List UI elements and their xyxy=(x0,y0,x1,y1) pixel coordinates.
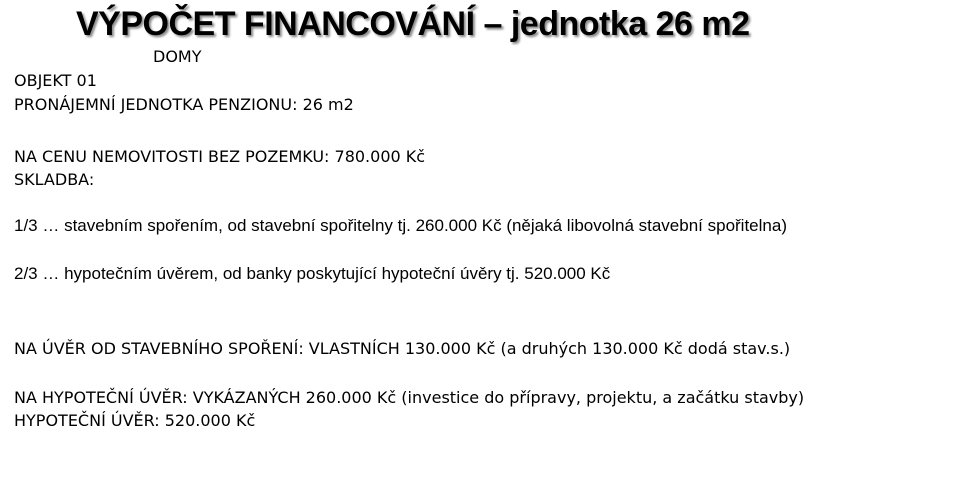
document-subtitle: DOMY xyxy=(153,47,202,66)
mortgage-amount-line: HYPOTEČNÍ ÚVĚR: 520.000 Kč xyxy=(14,411,256,430)
price-line: NA CENU NEMOVITOSTI BEZ POZEMKU: 780.000 Kč xyxy=(14,147,426,166)
financing-part-one-third: 1/3 … stavebním spořením, od stavební spořitelny tj. 260.000 Kč (nějaká libovolná stavební spořitelna) xyxy=(14,216,787,235)
mortgage-own-funds-line: NA HYPOTEČNÍ ÚVĚR: VYKÁZANÝCH 260.000 Kč (investice do přípravy, projektu, a začátku stavby) xyxy=(14,388,805,407)
composition-heading: SKLADBA: xyxy=(14,170,95,189)
building-savings-loan-line: NA ÚVĚR OD STAVEBNÍHO SPOŘENÍ: VLASTNÍCH 130.000 Kč (a druhých 130.000 Kč dodá stav.s.) xyxy=(14,339,791,358)
financing-part-two-thirds: 2/3 … hypotečním úvěrem, od banky poskytující hypoteční úvěry tj. 520.000 Kč xyxy=(14,264,611,283)
object-line: OBJEKT 01 xyxy=(14,71,97,90)
document-title: VÝPOČET FINANCOVÁNÍ – jednotka 26 m2 xyxy=(76,5,750,43)
unit-line: PRONÁJEMNÍ JEDNOTKA PENZIONU: 26 m2 xyxy=(14,95,354,114)
